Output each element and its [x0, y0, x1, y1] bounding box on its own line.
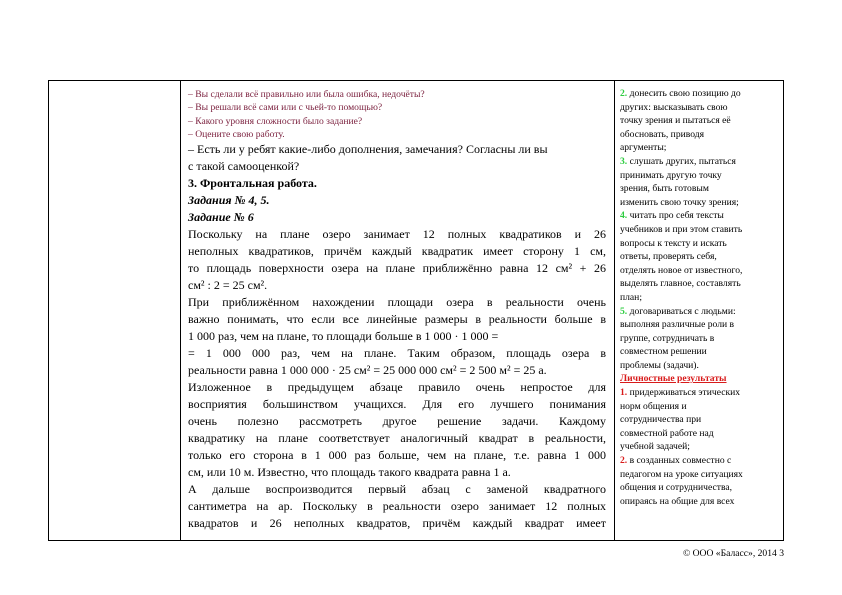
text-line: А дальше воспроизводится первый абзац с заменой квадратного	[188, 482, 606, 497]
question-line: – Вы сделали всё правильно или была ошибка, недочёты?	[188, 89, 425, 100]
question-line: – Какого уровня сложности было задание?	[188, 115, 363, 127]
item-text: точку зрения и пытаться её	[620, 115, 731, 127]
item-text: норм общения и	[620, 400, 687, 412]
item-text: зрения, быть готовым	[620, 183, 709, 195]
text-line: = 1 000 000 раз, чем на плане. Таким образом, площадь озера в	[188, 346, 606, 361]
text-line: 1 000 раз, чем на плане, то площади больше в 1 000 · 1 000 =	[188, 329, 499, 344]
item-text: отделять новое от известного,	[620, 264, 743, 276]
text-line: то площадь поверхности озера на плане приближённо равна 12 см² + 26	[188, 261, 606, 276]
item-text: выполняя различные роли в	[620, 319, 735, 331]
result-item-3	[620, 155, 779, 209]
text-line: Изложенное в предыдущем абзаце правило очень непростое для	[188, 380, 606, 395]
item-text: проблемы (задачи).	[620, 359, 699, 371]
item-number: 1.	[620, 387, 628, 399]
text-line: неполных квадратиков, причём каждый квадратик имеет сторону 1 см,	[188, 244, 606, 259]
item-text: выделять главное, составлять	[620, 278, 741, 290]
right-column	[615, 81, 783, 540]
item-text: придерживаться этических	[629, 387, 741, 399]
text-line: см, или 10 м. Известно, что площадь такого квадрата равна 1 а.	[188, 465, 511, 480]
text-line: квадратов и 26 неполных квадратов, причём каждый квадрат имеет	[188, 516, 606, 531]
item-text: обосновать, приводя	[620, 128, 705, 140]
paragraph-1	[188, 226, 606, 294]
item-text: изменить свою точку зрения;	[620, 196, 739, 208]
paragraph-2	[188, 294, 606, 379]
personal-results-heading: Личностные результаты	[620, 373, 727, 385]
item-text: сотрудничества при	[620, 414, 702, 426]
text-line: очень полезно рассмотреть другое решение задачи. Каждому	[188, 414, 606, 429]
item-text: педагогом на уроке ситуациях	[620, 468, 743, 480]
text-line: важно понимать, что если все линейные размеры в реальности больше в	[188, 312, 606, 327]
page-footer: © ООО «Баласс», 2014 3	[682, 548, 784, 559]
item-number: 5.	[620, 305, 628, 317]
item-text: договариваться с людьми:	[629, 305, 736, 317]
item-text: других: высказывать свою	[620, 101, 728, 113]
extra-question: с такой самооценкой?	[188, 159, 300, 174]
item-text: слушать других, пытаться	[629, 155, 736, 167]
item-text: аргументы;	[620, 142, 667, 154]
item-text: совместной работе над	[620, 427, 714, 439]
middle-column	[181, 81, 615, 540]
item-text: план;	[620, 291, 642, 303]
text-line: восприятия большинством учащихся. Для его лучшего понимания	[188, 397, 606, 412]
item-text: ответы, проверять себя,	[620, 251, 717, 263]
content-table	[48, 80, 784, 541]
personal-item-2	[620, 454, 779, 508]
item-text: опираясь на общие для всех	[620, 495, 735, 507]
item-text: принимать другую точку	[620, 169, 722, 181]
section-title: 3. Фронтальная работа.	[188, 176, 317, 191]
result-item-4	[620, 209, 779, 304]
item-text: читать про себя тексты	[629, 210, 724, 222]
text-line: При приближённом нахождении площади озера в реальности очень	[188, 295, 606, 310]
item-number: 4.	[620, 210, 628, 222]
extra-question: – Есть ли у ребят какие-либо дополнения, замечания? Согласны ли вы	[188, 142, 548, 157]
item-text: совместном решении	[620, 346, 707, 358]
text-line: сантиметра на ар. Поскольку в реальности озеро занимает 12 полных	[188, 499, 606, 514]
item-text: донесить свою позицию до	[629, 88, 741, 99]
result-item-2	[620, 87, 779, 155]
text-line: реальности равна 1 000 000 · 25 см² = 25 000 000 см² = 2 500 м² = 25 а.	[188, 363, 547, 378]
item-text: учебников и при этом ставить	[620, 223, 743, 235]
item-number: 2.	[620, 88, 628, 99]
task-heading: Задания № 4, 5.	[188, 193, 270, 208]
item-text: группе, сотрудничать в	[620, 332, 715, 344]
item-number: 3.	[620, 155, 628, 167]
item-text: в созданных совместно с	[629, 455, 732, 467]
text-line: квадратику на плане соответствует аналогичный квадрат в реальности,	[188, 431, 606, 446]
question-line: – Вы решали всё сами или с чьей-то помощью?	[188, 102, 383, 114]
text-line: Поскольку на плане озеро занимает 12 полных квадратиков и 26	[188, 227, 606, 242]
result-item-5	[620, 305, 779, 373]
personal-item-1	[620, 386, 779, 454]
text-line: только его сторона в 1 000 раз больше, чем на плане, т.е. равна 1 000	[188, 448, 606, 463]
item-text: общения и сотрудничества,	[620, 482, 733, 494]
item-text: вопросы к тексту и искать	[620, 237, 727, 249]
question-line: – Оцените свою работу.	[188, 128, 285, 140]
task-heading: Задание № 6	[188, 210, 254, 225]
paragraph-3	[188, 379, 606, 481]
text-line: см² : 2 = 25 см².	[188, 278, 268, 293]
item-number: 2.	[620, 455, 628, 467]
left-column	[49, 81, 181, 540]
item-text: учебной задачей;	[620, 441, 690, 453]
paragraph-4	[188, 481, 606, 532]
